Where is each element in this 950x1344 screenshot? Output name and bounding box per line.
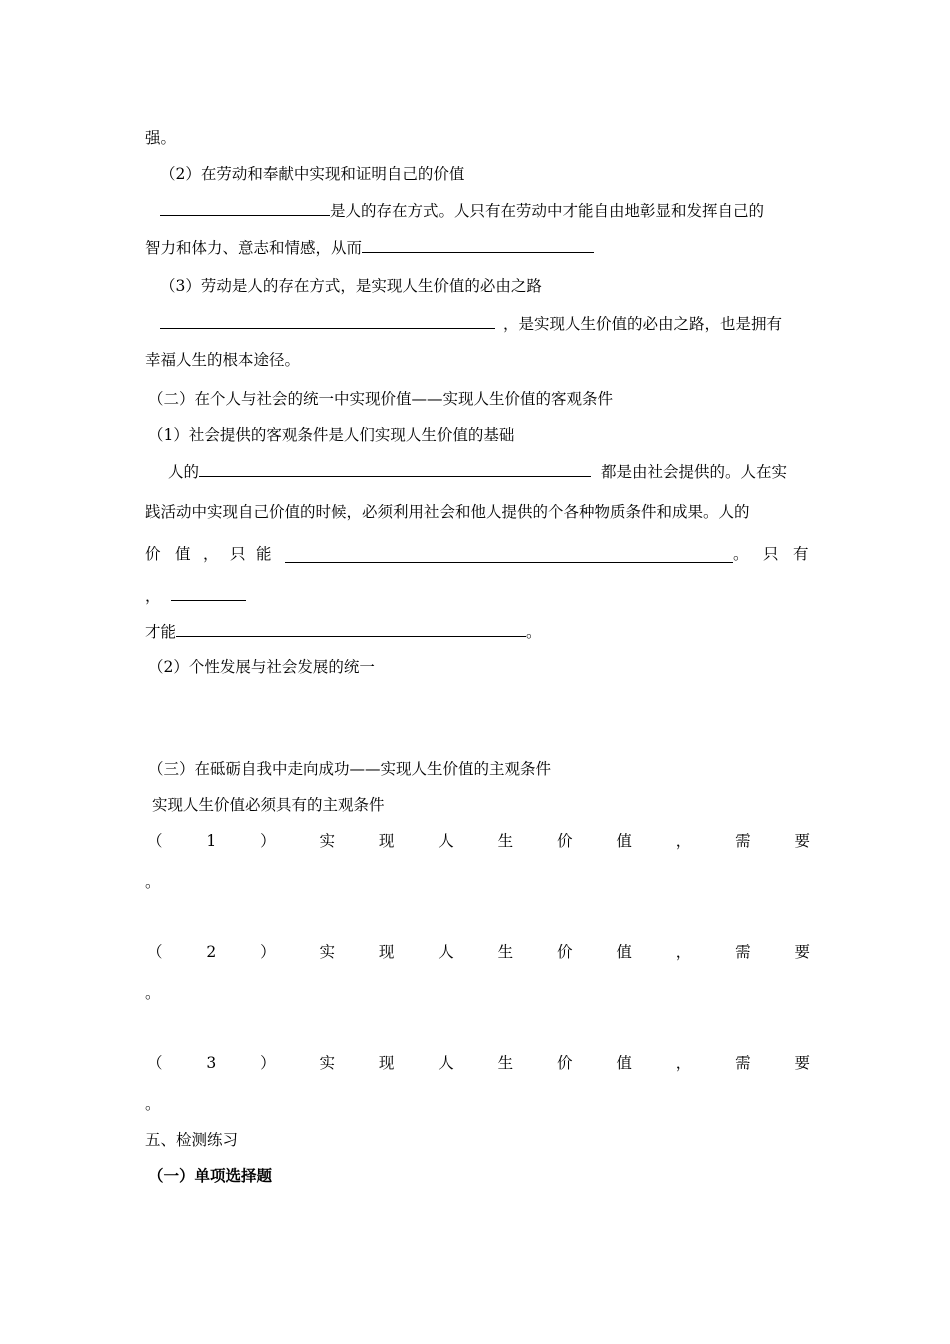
text-char: 人 (438, 832, 454, 850)
text-char: 生 (497, 1054, 514, 1072)
text-fragment: 人的 (168, 463, 200, 481)
answer-blank[interactable] (160, 313, 495, 329)
text-char: ， (675, 832, 692, 850)
answer-blank[interactable] (199, 461, 591, 477)
text-char: 值 (175, 545, 191, 563)
text-char: 实 (319, 832, 335, 850)
fill-in-line (145, 585, 246, 606)
answer-blank[interactable] (362, 237, 594, 253)
subheading: 实现人生价值必须具有的主观条件 (152, 796, 385, 814)
subheading: （1）社会提供的客观条件是人们实现人生价值的基础 (148, 426, 515, 444)
text-char: 只 (230, 545, 246, 563)
subheading: （3）劳动是人的存在方式，是实现人生价值的必由之路 (160, 277, 542, 295)
text-char: 3 (206, 1054, 217, 1072)
text-line: 强。 (145, 129, 177, 147)
subheading: （2）在劳动和奉献中实现和证明自己的价值 (160, 165, 465, 183)
text-char: 能 (256, 545, 272, 563)
fill-in-line (145, 621, 542, 642)
text-char: ） (260, 943, 276, 961)
text-fragment: 。 (526, 623, 542, 641)
answer-blank[interactable] (285, 547, 733, 563)
text-line: 幸福人生的根本途径。 (145, 351, 301, 369)
text-char: 生 (497, 832, 514, 850)
section-heading: （二）在个人与社会的统一中实现价值——实现人生价值的客观条件 (148, 390, 614, 408)
text-char: 要 (794, 1054, 810, 1072)
fill-in-line (160, 200, 764, 221)
section-subheading: （一）单项选择题 (148, 1166, 273, 1185)
text-char: 价 (556, 1054, 573, 1072)
text-char: 需 (735, 832, 751, 850)
fill-in-line (160, 313, 782, 334)
section-heading: （三）在砥砺自我中走向成功——实现人生价值的主观条件 (148, 760, 552, 778)
text-fragment: ， (145, 587, 161, 605)
period-mark: 。 (145, 1095, 161, 1113)
text-char: 值 (616, 1054, 632, 1072)
text-char: 现 (378, 1054, 395, 1072)
fill-in-line (168, 461, 787, 482)
text-char: 人 (438, 943, 454, 961)
text-char: 值 (616, 943, 632, 961)
condition-item-2 (147, 942, 810, 962)
text-fragment: ，是实现人生价值的必由之路，也是拥有 (503, 315, 783, 333)
answer-blank[interactable] (176, 621, 526, 637)
text-char: ， (675, 1054, 692, 1072)
text-fragment: 才能 (145, 623, 177, 641)
text-char: 现 (378, 832, 395, 850)
fill-in-line (145, 237, 594, 258)
text-char: 价 (556, 943, 573, 961)
condition-item-3 (147, 1053, 810, 1073)
text-char: 实 (319, 1054, 335, 1072)
text-char: ） (260, 1054, 276, 1072)
text-fragment: 都是由社会提供的。人在实 (601, 463, 788, 481)
text-char: ， (203, 545, 219, 563)
text-line: 践活动中实现自己价值的时候，必须利用社会和他人提供的个各种物质条件和成果。人的 (145, 503, 750, 521)
text-fragment: 是人的存在方式。人只有在劳动中才能自由地彰显和发挥自己的 (330, 202, 765, 220)
text-char: （ (147, 1054, 163, 1072)
answer-blank[interactable] (160, 200, 330, 216)
period-mark: 。 (145, 873, 161, 891)
text-char: 1 (206, 832, 217, 850)
text-char: （ (147, 943, 163, 961)
text-char: 有 (793, 545, 809, 563)
condition-item-1 (147, 831, 810, 851)
text-char: 人 (438, 1054, 454, 1072)
subheading: （2）个性发展与社会发展的统一 (148, 658, 375, 676)
text-char: ， (675, 943, 692, 961)
text-char: 现 (378, 943, 395, 961)
text-char: 要 (794, 943, 810, 961)
text-char: 值 (616, 832, 632, 850)
text-char: 实 (319, 943, 335, 961)
text-char: 生 (497, 943, 514, 961)
text-char: 需 (735, 1054, 751, 1072)
text-char: （ (147, 832, 163, 850)
text-char: 需 (735, 943, 751, 961)
period-mark: 。 (145, 984, 161, 1002)
text-char: 。 (733, 545, 749, 563)
text-char: 价 (556, 832, 573, 850)
text-fragment: 智力和体力、意志和情感，从而 (145, 239, 363, 257)
text-char: 价 (145, 545, 161, 563)
text-char: 只 (763, 545, 779, 563)
text-char: 2 (206, 943, 217, 961)
answer-blank[interactable] (171, 585, 246, 601)
section-heading: 五、检测练习 (145, 1131, 239, 1149)
text-char: 要 (794, 832, 810, 850)
text-char: ） (260, 832, 276, 850)
